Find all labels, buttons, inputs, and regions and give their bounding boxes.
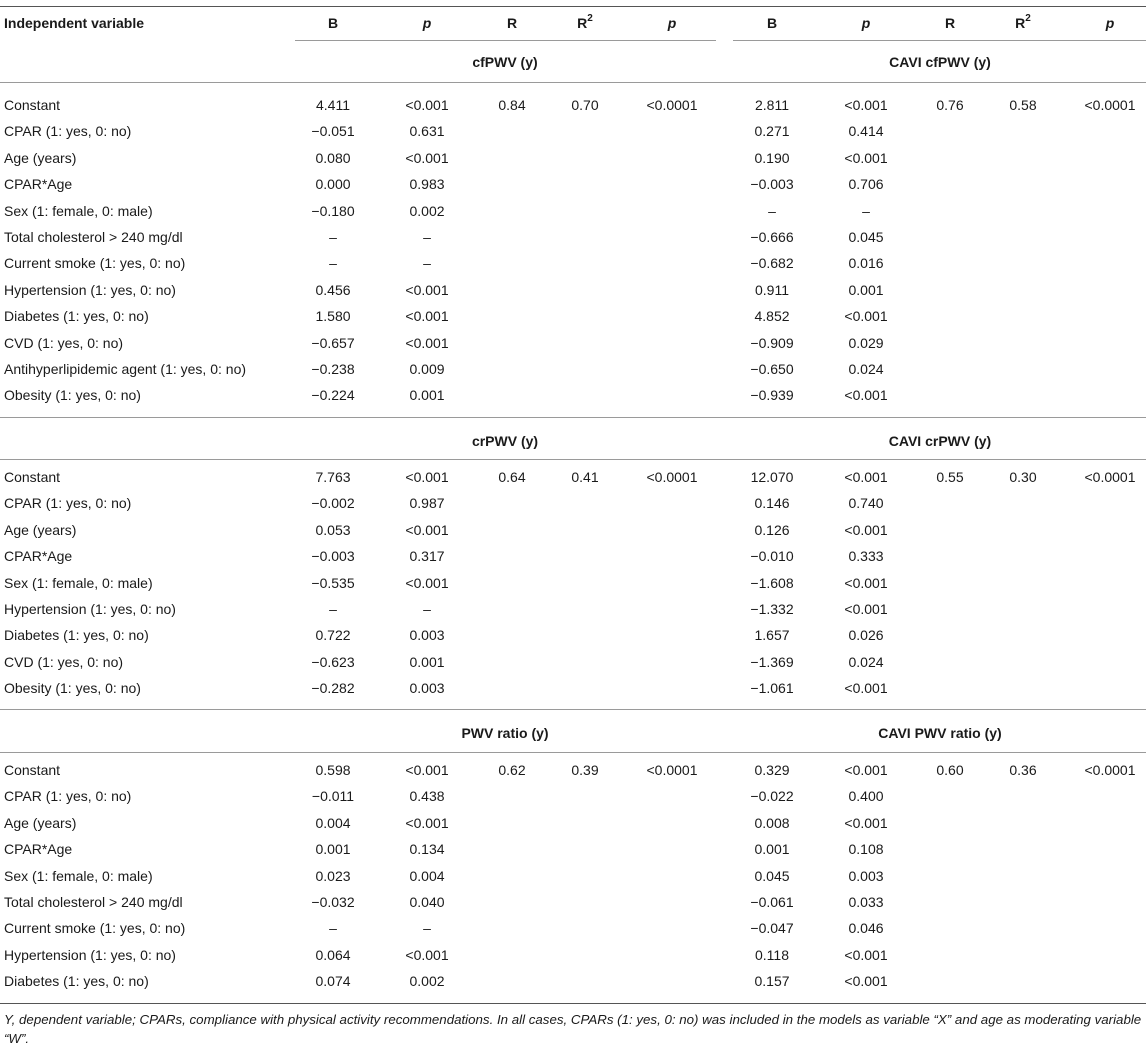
table-cell: 0.911	[755, 282, 789, 298]
table-cell: <0.001	[844, 575, 888, 591]
table-cell: −0.623	[311, 654, 355, 670]
table-cell: <0.001	[405, 308, 449, 324]
table-cell: <0.001	[405, 335, 449, 351]
row-label: CVD (1: yes, 0: no)	[4, 654, 124, 670]
table-cell: <0.001	[405, 575, 449, 591]
table-cell: 0.040	[409, 894, 445, 910]
table-cell: −0.282	[311, 680, 355, 696]
table-cell: 0.001	[409, 654, 445, 670]
table-cell: 0.029	[848, 335, 884, 351]
column-header-independent-variable: Independent variable	[4, 15, 145, 31]
table-cell: 0.400	[848, 788, 884, 804]
table-cell: 0.722	[315, 627, 351, 643]
row-label: Age (years)	[4, 815, 77, 831]
table-cell: 0.39	[571, 762, 599, 778]
table-cell: 0.76	[936, 97, 964, 113]
row-label: Current smoke (1: yes, 0: no)	[4, 920, 186, 936]
row-label: Hypertension (1: yes, 0: no)	[4, 282, 176, 298]
table-cell: <0.001	[844, 97, 888, 113]
table-cell: −0.238	[311, 361, 355, 377]
table-cell: 0.333	[848, 548, 884, 564]
table-cell: 0.053	[315, 522, 351, 538]
table-cell: 0.026	[848, 627, 884, 643]
row-label: Obesity (1: yes, 0: no)	[4, 680, 141, 696]
row-label: Constant	[4, 469, 61, 485]
table-cell: <0.001	[844, 680, 888, 696]
table-cell: 0.146	[754, 495, 790, 511]
table-cell: 0.190	[754, 150, 790, 166]
table-cell: 0.64	[498, 469, 526, 485]
column-header-p-right: p	[861, 15, 871, 31]
column-header-r2-left: $R^2$	[577, 13, 593, 31]
table-cell: −0.224	[311, 387, 355, 403]
column-header-b-right: B	[766, 15, 778, 31]
section-rule	[0, 82, 1146, 83]
table-cell: –	[423, 229, 431, 245]
row-label: Antihyperlipidemic agent (1: yes, 0: no)	[4, 361, 247, 377]
table-cell: 0.55	[936, 469, 964, 485]
table-cell: 0.001	[315, 841, 351, 857]
table-cell: –	[329, 255, 337, 271]
table-cell: –	[329, 920, 337, 936]
table-cell: −1.061	[750, 680, 794, 696]
section-bottom-rule	[0, 1003, 1146, 1004]
table-cell: 0.157	[754, 973, 790, 989]
table-cell: <0.0001	[646, 97, 698, 113]
table-cell: 0.84	[498, 97, 526, 113]
table-cell: –	[862, 203, 870, 219]
table-cell: 0.438	[409, 788, 445, 804]
row-label: Diabetes (1: yes, 0: no)	[4, 973, 149, 989]
table-cell: −0.180	[311, 203, 355, 219]
table-cell: 0.987	[409, 495, 445, 511]
table-cell: 0.046	[848, 920, 884, 936]
table-cell: 0.456	[315, 282, 351, 298]
table-cell: <0.001	[844, 947, 888, 963]
section-title-left: cfPWV (y)	[472, 54, 538, 70]
table-cell: 0.118	[755, 947, 789, 963]
section-title-right: CAVI PWV ratio (y)	[878, 725, 1002, 741]
table-footnote: Y, dependent variable; CPARs, compliance with physical activity recommendations. In all cases, CPARs (1: yes, 0: no) was included in the models as variable “X” and age as moderating variable “W”.	[4, 1012, 1142, 1046]
table-cell: 0.001	[848, 282, 884, 298]
section-title-right: CAVI cfPWV (y)	[889, 54, 991, 70]
table-cell: −0.003	[311, 548, 355, 564]
table-cell: <0.001	[405, 947, 449, 963]
section-bottom-rule	[0, 417, 1146, 418]
table-cell: 0.004	[315, 815, 351, 831]
row-label: Sex (1: female, 0: male)	[4, 575, 153, 591]
table-cell: 0.064	[315, 947, 351, 963]
table-cell: –	[768, 203, 776, 219]
table-cell: 0.740	[848, 495, 884, 511]
table-cell: 12.070	[750, 469, 794, 485]
row-label: Diabetes (1: yes, 0: no)	[4, 627, 149, 643]
table-cell: <0.001	[844, 762, 888, 778]
table-cell: 2.811	[755, 97, 789, 113]
column-header-r-right: R	[944, 15, 956, 31]
table-cell: <0.001	[405, 97, 449, 113]
row-label: Total cholesterol > 240 mg/dl	[4, 229, 183, 245]
table-cell: 0.70	[571, 97, 599, 113]
table-cell: 0.30	[1009, 469, 1037, 485]
table-cell: 0.414	[848, 123, 884, 139]
table-cell: 0.598	[315, 762, 351, 778]
table-cell: 0.003	[409, 680, 445, 696]
table-cell: –	[329, 229, 337, 245]
table-cell: −0.010	[750, 548, 794, 564]
row-label: Hypertension (1: yes, 0: no)	[4, 601, 176, 617]
row-label: Sex (1: female, 0: male)	[4, 203, 153, 219]
row-label: Age (years)	[4, 150, 77, 166]
column-header-model-p-right: p	[1105, 15, 1115, 31]
table-cell: 0.60	[936, 762, 964, 778]
row-label: CPAR (1: yes, 0: no)	[4, 495, 132, 511]
table-cell: 1.657	[754, 627, 790, 643]
table-cell: −1.332	[750, 601, 794, 617]
table-cell: <0.001	[844, 601, 888, 617]
table-cell: 0.271	[754, 123, 790, 139]
table-cell: −0.051	[311, 123, 355, 139]
table-cell: <0.0001	[1084, 762, 1136, 778]
table-cell: 4.852	[754, 308, 790, 324]
table-cell: −0.650	[750, 361, 794, 377]
table-cell: −0.666	[750, 229, 794, 245]
table-cell: −1.608	[750, 575, 794, 591]
row-label: Current smoke (1: yes, 0: no)	[4, 255, 186, 271]
table-cell: 0.001	[409, 387, 445, 403]
table-cell: 0.41	[571, 469, 599, 485]
table-cell: <0.001	[844, 308, 888, 324]
table-cell: 0.706	[848, 176, 884, 192]
table-cell: 0.317	[409, 548, 445, 564]
header-rule-left	[295, 40, 716, 41]
column-header-model-p-left: p	[667, 15, 677, 31]
row-label: CPAR (1: yes, 0: no)	[4, 123, 132, 139]
row-label: Age (years)	[4, 522, 77, 538]
table-cell: −0.002	[311, 495, 355, 511]
row-label: Sex (1: female, 0: male)	[4, 868, 153, 884]
column-header-r2-right: $R^2$	[1015, 13, 1031, 31]
table-cell: −0.047	[750, 920, 794, 936]
table-cell: –	[423, 920, 431, 936]
row-label: Obesity (1: yes, 0: no)	[4, 387, 141, 403]
table-cell: <0.001	[405, 762, 449, 778]
table-cell: <0.001	[844, 150, 888, 166]
section-title-right: CAVI crPWV (y)	[888, 433, 992, 449]
table-cell: 0.329	[754, 762, 790, 778]
column-header-p-left: p	[422, 15, 432, 31]
row-label: Total cholesterol > 240 mg/dl	[4, 894, 183, 910]
column-header-b-left: B	[327, 15, 339, 31]
row-label: CPAR*Age	[4, 176, 73, 192]
table-cell: 0.045	[754, 868, 790, 884]
table-cell: −0.061	[750, 894, 794, 910]
table-cell: 0.008	[754, 815, 790, 831]
table-cell: 0.001	[754, 841, 790, 857]
table-cell: 0.009	[409, 361, 445, 377]
table-cell: 0.108	[848, 841, 884, 857]
table-cell: <0.001	[405, 282, 449, 298]
table-cell: 0.024	[848, 654, 884, 670]
table-cell: <0.001	[844, 522, 888, 538]
header-rule-right	[733, 40, 1146, 41]
row-label: Diabetes (1: yes, 0: no)	[4, 308, 149, 324]
table-cell: −0.909	[750, 335, 794, 351]
table-cell: 0.983	[409, 176, 445, 192]
table-cell: −0.032	[311, 894, 355, 910]
table-cell: −0.535	[311, 575, 355, 591]
table-cell: <0.0001	[1084, 97, 1136, 113]
row-label: Constant	[4, 762, 61, 778]
table-cell: 0.002	[409, 973, 445, 989]
table-cell: 0.080	[315, 150, 351, 166]
section-bottom-rule	[0, 709, 1146, 710]
table-cell: <0.001	[844, 973, 888, 989]
table-cell: –	[423, 255, 431, 271]
table-cell: 0.023	[315, 868, 351, 884]
section-title-left: crPWV (y)	[471, 433, 539, 449]
section-rule	[0, 459, 1146, 460]
table-cell: –	[423, 601, 431, 617]
table-top-rule	[0, 6, 1146, 7]
row-label: Hypertension (1: yes, 0: no)	[4, 947, 176, 963]
table-cell: 0.62	[498, 762, 526, 778]
table-cell: <0.001	[405, 469, 449, 485]
table-cell: –	[329, 601, 337, 617]
table-cell: 0.016	[848, 255, 884, 271]
row-label: CPAR (1: yes, 0: no)	[4, 788, 132, 804]
table-cell: 0.631	[409, 123, 445, 139]
table-cell: 0.002	[409, 203, 445, 219]
table-cell: 7.763	[315, 469, 351, 485]
table-cell: <0.001	[405, 150, 449, 166]
row-label: Constant	[4, 97, 61, 113]
table-cell: <0.0001	[1084, 469, 1136, 485]
table-cell: −0.003	[750, 176, 794, 192]
table-cell: <0.001	[405, 522, 449, 538]
table-cell: 0.024	[848, 361, 884, 377]
table-cell: −0.682	[750, 255, 794, 271]
table-cell: −0.011	[311, 788, 355, 804]
table-cell: 0.003	[409, 627, 445, 643]
table-cell: 1.580	[315, 308, 351, 324]
row-label: CPAR*Age	[4, 548, 73, 564]
table-cell: <0.001	[844, 815, 888, 831]
table-cell: 0.045	[848, 229, 884, 245]
section-rule	[0, 752, 1146, 753]
table-cell: −0.657	[311, 335, 355, 351]
table-cell: 0.003	[848, 868, 884, 884]
table-cell: <0.0001	[646, 469, 698, 485]
table-cell: 0.000	[315, 176, 351, 192]
table-cell: 0.36	[1009, 762, 1037, 778]
table-cell: 4.411	[316, 97, 350, 113]
table-cell: <0.001	[844, 387, 888, 403]
table-cell: −0.939	[750, 387, 794, 403]
table-cell: 0.004	[409, 868, 445, 884]
table-cell: <0.0001	[646, 762, 698, 778]
table-cell: 0.033	[848, 894, 884, 910]
table-cell: 0.126	[754, 522, 790, 538]
table-cell: <0.001	[405, 815, 449, 831]
row-label: CPAR*Age	[4, 841, 73, 857]
section-title-left: PWV ratio (y)	[461, 725, 549, 741]
row-label: CVD (1: yes, 0: no)	[4, 335, 124, 351]
table-cell: −1.369	[750, 654, 794, 670]
table-cell: 0.134	[409, 841, 445, 857]
table-cell: 0.58	[1009, 97, 1037, 113]
column-header-r-left: R	[506, 15, 518, 31]
table-cell: −0.022	[750, 788, 794, 804]
table-cell: <0.001	[844, 469, 888, 485]
table-cell: 0.074	[315, 973, 351, 989]
